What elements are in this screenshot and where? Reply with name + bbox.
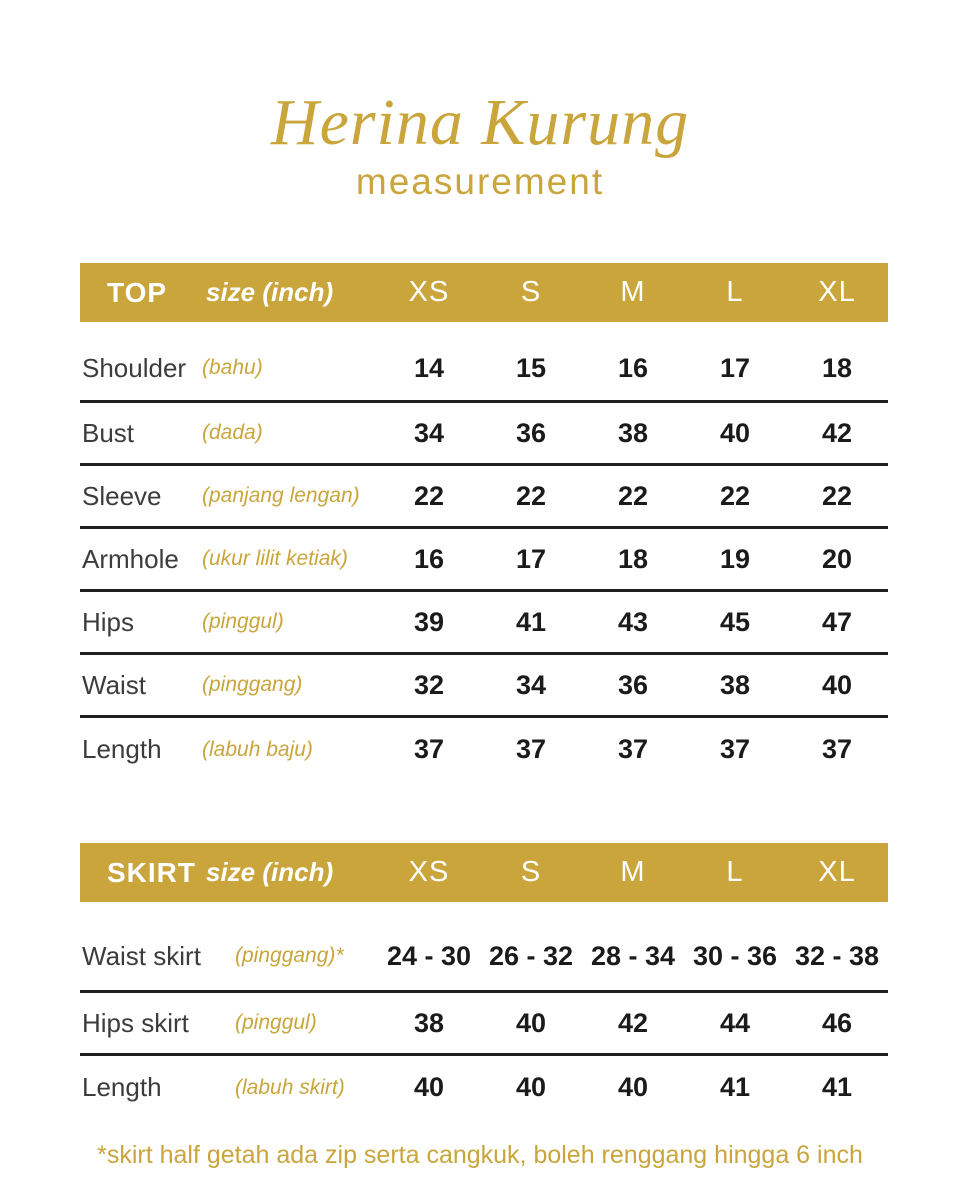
measurement-value: 22: [515, 480, 547, 511]
measurement-value: 41: [515, 606, 547, 637]
measurement-value: 22: [413, 480, 445, 511]
measurement-value: 34: [413, 417, 445, 448]
measurement-value: 37: [821, 734, 853, 764]
measurement-value: 46: [821, 1007, 853, 1038]
top-measurement-table: [80, 263, 888, 781]
measurement-translation: (bahu): [202, 356, 263, 379]
measurement-value: 45: [719, 606, 751, 637]
measurement-value: 34: [515, 669, 547, 700]
measurement-value: 20: [821, 543, 853, 574]
measurement-translation: (labuh skirt): [235, 1075, 345, 1099]
measurement-value: 41: [719, 1072, 751, 1102]
size-column-header: L: [726, 856, 744, 888]
table-row: [80, 902, 888, 993]
page-title: Herina Kurung: [270, 86, 690, 159]
measurement-value: 42: [821, 417, 853, 448]
measurement-value: 18: [617, 543, 649, 574]
title-block: [0, 0, 960, 202]
measurement-value: 43: [617, 606, 649, 637]
size-column-header: XL: [818, 276, 856, 308]
measurement-translation: (ukur lilit ketiak): [202, 547, 348, 570]
measurement-label: Hips: [82, 606, 135, 637]
size-column-header: XS: [408, 276, 450, 308]
measurement-label: Length: [82, 734, 162, 764]
measurement-value: 32 - 38: [794, 940, 880, 971]
measurement-value: 37: [719, 734, 751, 764]
measurement-translation: (pinggul): [235, 1011, 317, 1034]
measurement-label: Armhole: [82, 543, 179, 574]
measurement-value: 39: [413, 606, 445, 637]
measurement-translation: (dada): [202, 421, 263, 444]
category-label: TOP: [107, 276, 168, 308]
measurement-value: 38: [719, 669, 751, 700]
measurement-value: 26 - 32: [488, 940, 574, 971]
measurement-value: 38: [413, 1007, 445, 1038]
measurement-label: Waist skirt: [82, 940, 201, 971]
measurement-value: 44: [719, 1007, 751, 1038]
size-column-header: M: [620, 276, 646, 308]
measurement-label: Bust: [82, 417, 135, 448]
measurement-label: Waist: [82, 669, 147, 700]
measurement-label: Length: [82, 1072, 162, 1102]
measurement-value: 19: [719, 543, 751, 574]
measurement-label: Shoulder: [82, 352, 187, 383]
measurement-label: Sleeve: [82, 480, 162, 511]
measurement-value: 37: [617, 734, 649, 764]
measurement-value: 22: [821, 480, 853, 511]
size-column-header: S: [520, 276, 542, 308]
size-column-header: XL: [818, 856, 856, 888]
size-unit-label: size (inch): [206, 277, 334, 307]
table-row: [80, 993, 888, 1056]
table-row: [80, 592, 888, 655]
measurement-value: 40: [617, 1072, 649, 1102]
measurement-value: 30 - 36: [692, 940, 778, 971]
measurement-value: 28 - 34: [590, 940, 676, 971]
measurement-value: 36: [515, 417, 547, 448]
measurement-value: 40: [413, 1072, 445, 1102]
measurement-value: 17: [515, 543, 547, 574]
top-table-header: [80, 263, 888, 322]
measurement-value: 41: [821, 1072, 853, 1102]
measurement-translation: (pinggang): [202, 673, 303, 696]
table-row: [80, 718, 888, 781]
measurement-translation: (labuh baju): [202, 737, 313, 761]
skirt-table-header: [80, 843, 888, 902]
measurement-value: 18: [821, 352, 853, 383]
size-column-header: XS: [408, 856, 450, 888]
footnote: *skirt half getah ada zip serta cangkuk, boleh renggang hingga 6 inch: [97, 1141, 863, 1169]
table-row: [80, 322, 888, 403]
measurement-value: 24 - 30: [386, 940, 472, 971]
measurement-value: 22: [719, 480, 751, 511]
measurement-value: 17: [719, 352, 751, 383]
category-label: SKIRT: [107, 856, 196, 888]
measurement-value: 47: [821, 606, 853, 637]
size-column-header: M: [620, 856, 646, 888]
measurement-value: 22: [617, 480, 649, 511]
measurement-label: Hips skirt: [82, 1007, 189, 1038]
size-column-header: L: [726, 276, 744, 308]
measurement-translation: (panjang lengan): [202, 484, 360, 507]
size-unit-label: size (inch): [206, 857, 334, 887]
skirt-measurement-table: [80, 843, 888, 1119]
table-row: [80, 529, 888, 592]
table-row: [80, 466, 888, 529]
size-column-header: S: [520, 856, 542, 888]
measurement-value: 16: [413, 543, 445, 574]
measurement-value: 40: [821, 669, 853, 700]
measurement-translation: (pinggang)*: [235, 944, 344, 967]
measurement-value: 14: [413, 352, 445, 383]
table-row: [80, 403, 888, 466]
measurement-value: 36: [617, 669, 649, 700]
measurement-value: 16: [617, 352, 649, 383]
measurement-value: 37: [515, 734, 547, 764]
measurement-value: 38: [617, 417, 649, 448]
measurement-value: 42: [617, 1007, 649, 1038]
measurement-translation: (pinggul): [202, 610, 284, 633]
table-row: [80, 655, 888, 718]
measurement-value: 37: [413, 734, 445, 764]
measurement-value: 15: [515, 352, 547, 383]
table-row: [80, 1056, 888, 1119]
measurement-value: 40: [515, 1072, 547, 1102]
measurement-value: 40: [515, 1007, 547, 1038]
page-subtitle: measurement: [355, 161, 605, 202]
measurement-value: 40: [719, 417, 751, 448]
measurement-value: 32: [413, 669, 445, 700]
